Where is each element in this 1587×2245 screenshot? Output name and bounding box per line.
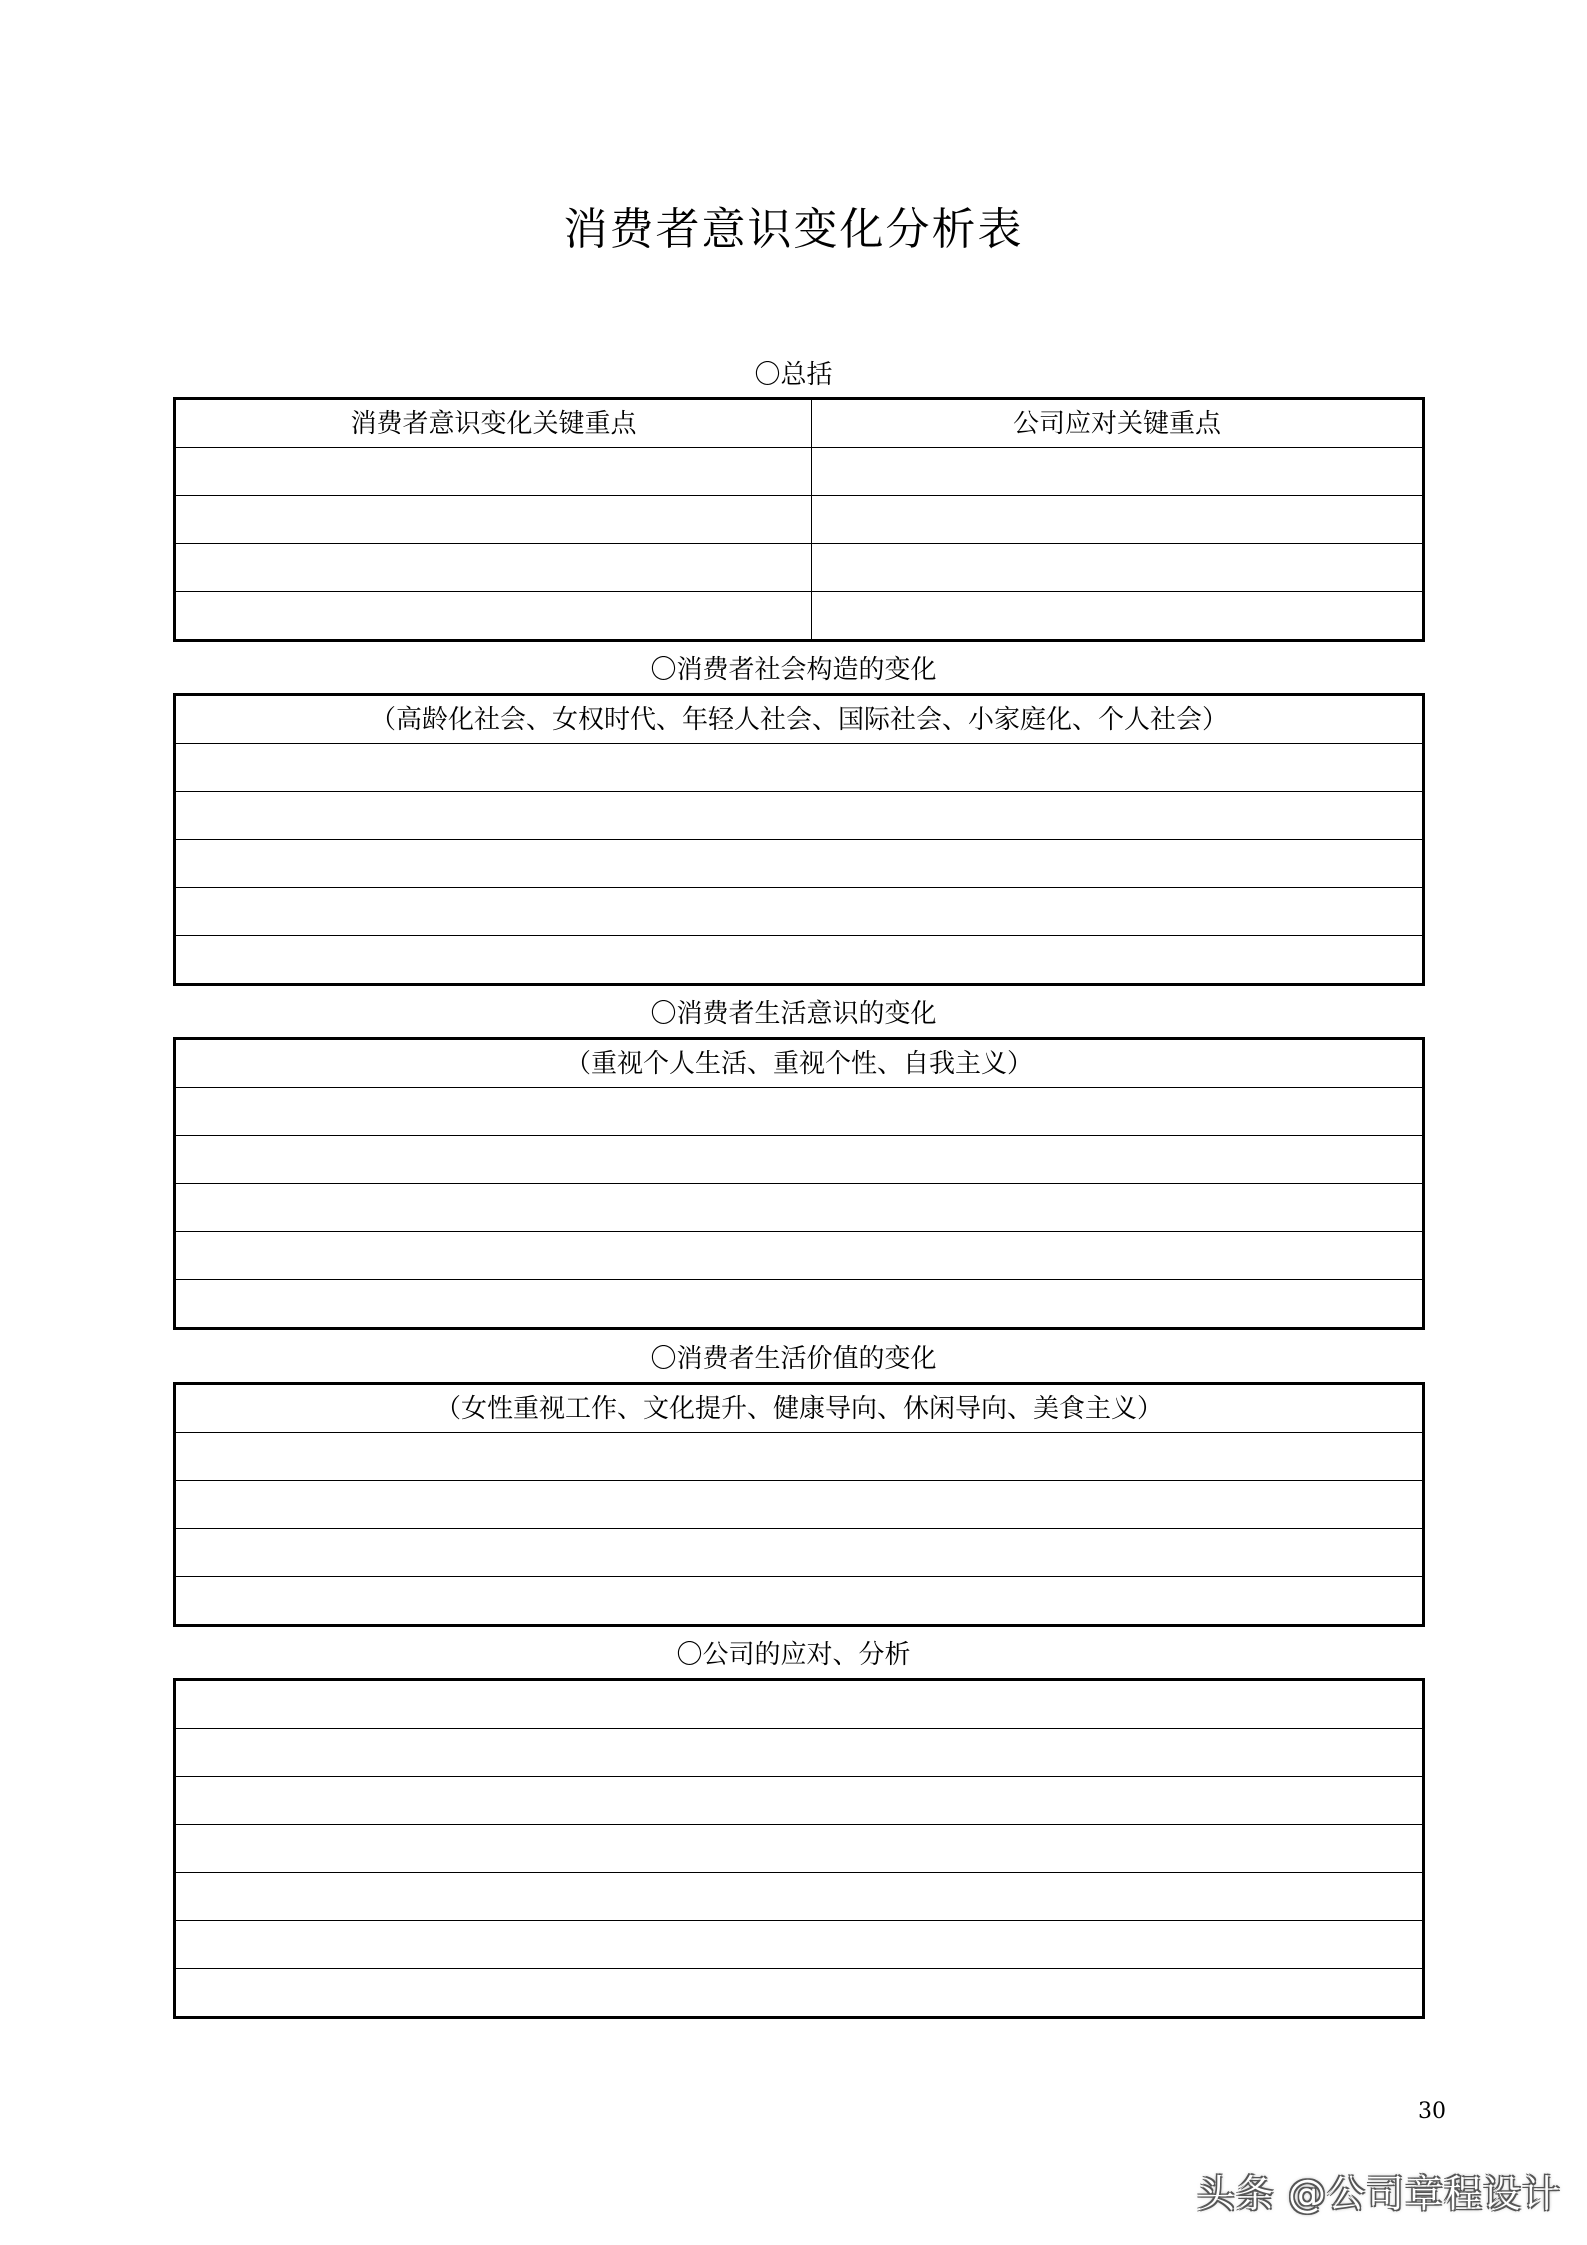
watermark: 头条 @公司章程设计: [1196, 2172, 1561, 2216]
table-row: [175, 1777, 1424, 1825]
section-subtitle-life-awareness: （重视个人生活、重视个性、自我主义）: [175, 1039, 1424, 1088]
blank-cell[interactable]: [175, 1529, 1424, 1577]
blank-cell[interactable]: [175, 1577, 1424, 1626]
section-label-life-awareness: 〇消费者生活意识的变化: [650, 999, 937, 1029]
column-header-consumer-awareness: 消费者意识变化关键重点: [175, 399, 812, 448]
blank-cell[interactable]: [812, 448, 1424, 496]
blank-cell[interactable]: [175, 1481, 1424, 1529]
blank-cell[interactable]: [175, 1969, 1424, 2018]
table-row: [175, 1680, 1424, 1729]
section-label-company-response: 〇公司的应对、分析: [676, 1640, 911, 1670]
blank-cell[interactable]: [175, 1873, 1424, 1921]
table-header-row: [175, 399, 1424, 448]
blank-cell[interactable]: [175, 1433, 1424, 1481]
life-values-table: [173, 1382, 1425, 1627]
blank-cell[interactable]: [175, 888, 1424, 936]
column-header-company-response: 公司应对关键重点: [812, 399, 1424, 448]
blank-cell[interactable]: [812, 496, 1424, 544]
blank-cell[interactable]: [812, 544, 1424, 592]
table-row: [175, 1969, 1424, 2018]
blank-cell[interactable]: [175, 1232, 1424, 1280]
table-header-row: [175, 695, 1424, 744]
table-row: [175, 744, 1424, 792]
blank-cell[interactable]: [175, 1136, 1424, 1184]
blank-cell[interactable]: [175, 1825, 1424, 1873]
blank-cell[interactable]: [175, 496, 812, 544]
company-response-table: [173, 1678, 1425, 2019]
section-label-social-structure: 〇消费者社会构造的变化: [650, 655, 937, 685]
table-row: [175, 544, 1424, 592]
life-awareness-table: [173, 1037, 1425, 1330]
table-row: [175, 448, 1424, 496]
section-label-summary: 〇总括: [754, 360, 833, 390]
table-row: [175, 496, 1424, 544]
table-row: [175, 1280, 1424, 1329]
blank-cell[interactable]: [175, 744, 1424, 792]
blank-cell[interactable]: [175, 1280, 1424, 1329]
page-number: 30: [1418, 2099, 1446, 2124]
table-row: [175, 1529, 1424, 1577]
table-row: [175, 592, 1424, 641]
table-row: [175, 1136, 1424, 1184]
blank-cell[interactable]: [175, 792, 1424, 840]
table-row: [175, 1729, 1424, 1777]
table-row: [175, 1184, 1424, 1232]
blank-cell[interactable]: [175, 1680, 1424, 1729]
blank-cell[interactable]: [175, 1777, 1424, 1825]
blank-cell[interactable]: [175, 1921, 1424, 1969]
blank-cell[interactable]: [175, 1729, 1424, 1777]
blank-cell[interactable]: [175, 448, 812, 496]
section-subtitle-social-structure: （高龄化社会、女权时代、年轻人社会、国际社会、小家庭化、个人社会）: [175, 695, 1424, 744]
blank-cell[interactable]: [175, 1184, 1424, 1232]
table-row: [175, 888, 1424, 936]
summary-table: [173, 397, 1425, 642]
table-row: [175, 1433, 1424, 1481]
blank-cell[interactable]: [175, 936, 1424, 985]
section-label-life-values: 〇消费者生活价值的变化: [650, 1344, 937, 1374]
table-row: [175, 1921, 1424, 1969]
blank-cell[interactable]: [175, 592, 812, 641]
table-row: [175, 1481, 1424, 1529]
table-row: [175, 792, 1424, 840]
table-header-row: [175, 1384, 1424, 1433]
table-row: [175, 936, 1424, 985]
table-header-row: [175, 1039, 1424, 1088]
table-row: [175, 1825, 1424, 1873]
table-row: [175, 1232, 1424, 1280]
blank-cell[interactable]: [812, 592, 1424, 641]
social-structure-table: [173, 693, 1425, 986]
blank-cell[interactable]: [175, 1088, 1424, 1136]
blank-cell[interactable]: [175, 840, 1424, 888]
table-row: [175, 1577, 1424, 1626]
page-title: 消费者意识变化分析表: [563, 204, 1024, 255]
table-row: [175, 840, 1424, 888]
table-row: [175, 1873, 1424, 1921]
section-subtitle-life-values: （女性重视工作、文化提升、健康导向、休闲导向、美食主义）: [175, 1384, 1424, 1433]
blank-cell[interactable]: [175, 544, 812, 592]
table-row: [175, 1088, 1424, 1136]
